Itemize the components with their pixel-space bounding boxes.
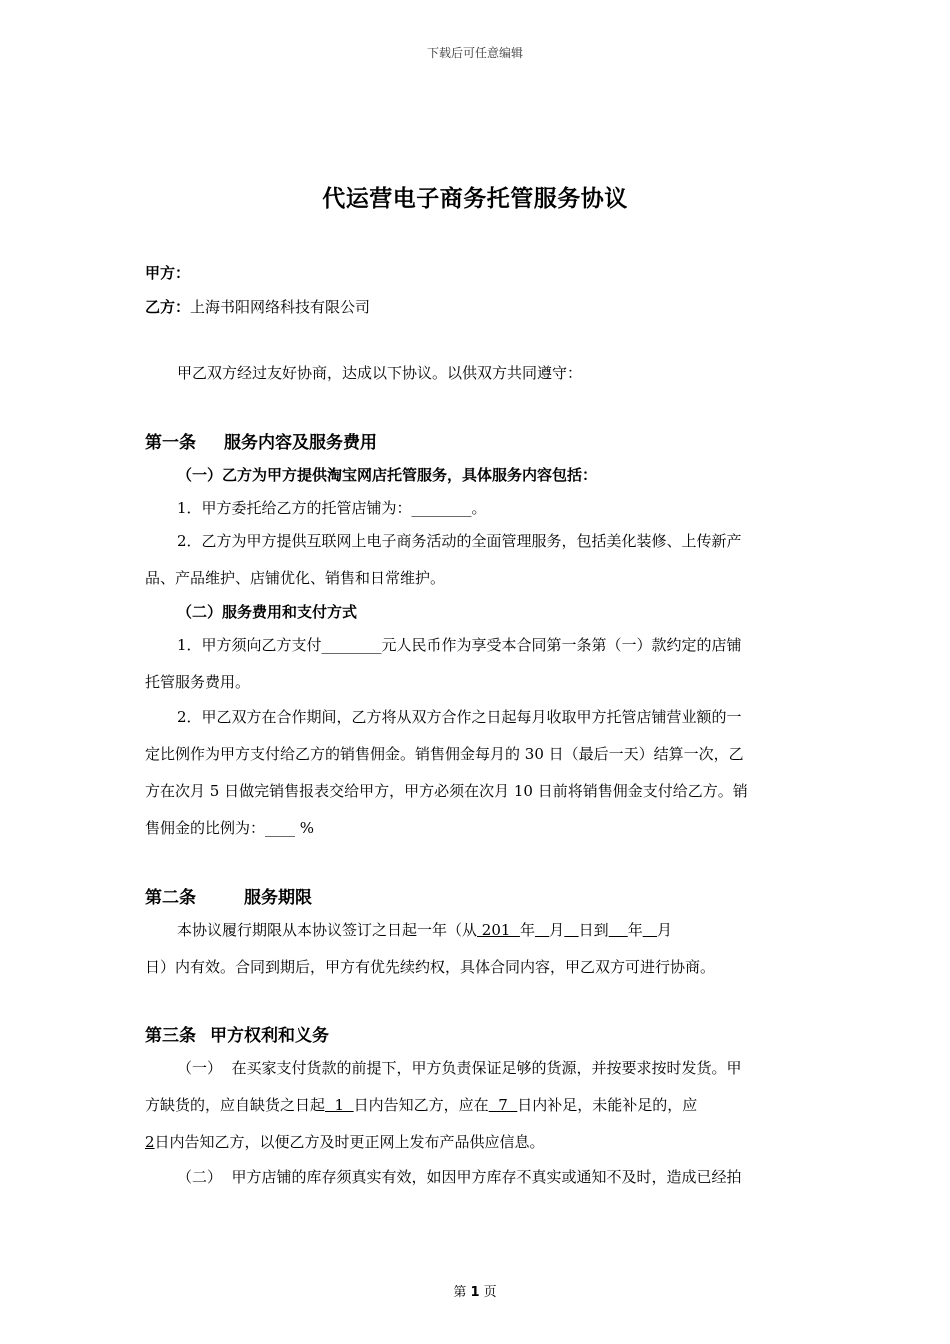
stock-text-2: 日内告知乙方，应在: [353, 1096, 489, 1114]
restock-days: 7: [488, 1096, 518, 1114]
item1-end: 。: [471, 499, 487, 517]
pay1-text: 1．甲方须向乙方支付: [177, 636, 322, 654]
notify-days: 1: [325, 1096, 354, 1114]
term-start-year: 201: [477, 921, 520, 939]
pay2-rate-blank: ____: [265, 819, 296, 837]
article1-pay2-line3: 方在次月 5 日做完销售报表交给甲方，甲方必须在次月 10 日前将销售佣金支付给乙方。销: [145, 782, 748, 800]
article1-number: 第一条: [145, 433, 196, 453]
article2-heading: [145, 883, 312, 908]
article3-p1-line2: [145, 1094, 697, 1115]
inform-text: 日内告知乙方，以便乙方及时更正网上发布产品供应信息。: [154, 1133, 545, 1151]
pay1-text-after: 元人民币作为享受本合同第一条第（一）款约定的店铺: [381, 636, 742, 654]
article1-pay2-line4: [145, 817, 314, 838]
document-title: 代运营电子商务托管服务协议: [322, 186, 628, 212]
article1-item2-line1: 2．乙方为甲方提供互联网上电子商务活动的全面管理服务，包括美化装修、上传新产: [177, 532, 742, 550]
article3-title: 甲方权利和义务: [210, 1026, 329, 1046]
article1-pay2-line2: 定比例作为甲方支付给乙方的销售佣金。销售佣金每月的 30 日（最后一天）结算一次，乙: [145, 745, 744, 763]
page-footer: [0, 1281, 950, 1300]
article1-item1: [177, 497, 487, 518]
pay2-rate-unit: %: [295, 819, 315, 837]
term-day-label: 日到: [578, 921, 609, 939]
article3-number: 第三条: [145, 1026, 196, 1046]
article3-p1-line1: （一） 在买家支付货款的前提下，甲方负责保证足够的货源，并按要求按时发货。甲: [177, 1059, 742, 1077]
pay1-blank: ________: [321, 636, 382, 654]
term-end-year: [609, 921, 628, 939]
article1-pay2-line1: 2．甲乙双方在合作期间，乙方将从双方合作之日起每月收取甲方托管店铺营业额的一: [177, 708, 742, 726]
article3-heading: [145, 1021, 329, 1046]
footer-prefix: 第: [453, 1285, 467, 1300]
pay2-rate-text: 售佣金的比例为：: [145, 819, 266, 837]
article1-sub1: （一）乙方为甲方提供淘宝网店托管服务，具体服务内容包括：: [177, 466, 598, 484]
article3-p1-line3: [145, 1131, 545, 1152]
term-month-label: 月: [549, 921, 565, 939]
inform-days: 2: [145, 1133, 155, 1151]
article2-number: 第二条: [145, 888, 196, 908]
term-year-label: 年: [519, 921, 535, 939]
term-end-year-label: 年: [627, 921, 643, 939]
item1-text: 1．甲方委托给乙方的托管店铺为：: [177, 499, 412, 517]
article2-line1: [177, 919, 672, 940]
stock-text: 方缺货的，应自缺货之日起: [145, 1096, 326, 1114]
article1-sub2: （二）服务费用和支付方式: [177, 603, 358, 621]
term-end-month: [643, 921, 657, 939]
article1-heading: [145, 428, 377, 453]
term-start-month: [535, 921, 549, 939]
term-start-day: [564, 921, 578, 939]
article1-item2-line2: 品、产品维护、店铺优化、销售和日常维护。: [145, 569, 446, 587]
party-b-value: 上海书阳网络科技有限公司: [190, 298, 371, 316]
term-text: 本协议履行期限从本协议签订之日起一年（从: [177, 921, 478, 939]
page-number: 1: [470, 1285, 480, 1300]
page-header: 下载后可任意编辑: [426, 46, 523, 60]
party-b-line: [145, 296, 370, 317]
article1-title: 服务内容及服务费用: [224, 433, 377, 453]
intro-paragraph: 甲乙双方经过友好协商，达成以下协议。以供双方共同遵守：: [177, 364, 583, 382]
party-a-label: 甲方：: [145, 264, 191, 282]
article1-pay1-line1: [177, 634, 742, 655]
article1-pay1-line2: 托管服务费用。: [145, 673, 251, 691]
article2-line2: 日）内有效。合同到期后，甲方有优先续约权，具体合同内容，甲乙双方可进行协商。: [145, 958, 716, 976]
party-a-line: [145, 262, 190, 283]
party-b-label: 乙方：: [145, 298, 191, 316]
footer-suffix: 页: [483, 1285, 497, 1300]
item1-blank: ________: [411, 499, 472, 517]
article2-title: 服务期限: [244, 888, 312, 908]
article3-p2-line1: （二） 甲方店铺的库存须真实有效，如因甲方库存不真实或通知不及时，造成已经拍: [177, 1168, 742, 1186]
term-end-month-label: 月: [657, 921, 673, 939]
stock-text-3: 日内补足，未能补足的，应: [517, 1096, 698, 1114]
